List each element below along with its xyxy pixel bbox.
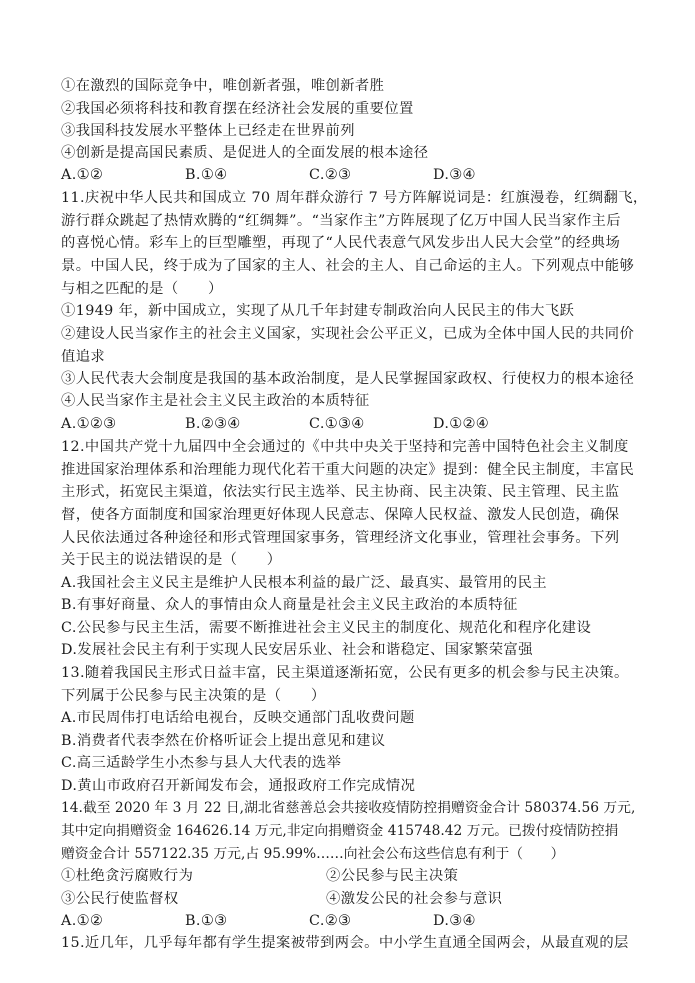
- q13-choice-a[interactable]: A.市民周伟打电话给电视台，反映交通部门乱收费问题: [61, 710, 415, 726]
- q14-statement-2: ②公民参与民主决策: [326, 868, 459, 884]
- q12-stem-line-6: 关于民主的说法错误的是（ ）: [61, 552, 282, 568]
- q11-statement-2: ②建设人民当家作主的社会主义国家，实现社会公平正义，已成为全体中国人民的共同价: [61, 326, 635, 342]
- q14-stem-line-3: 赠资金合计 557122.35 万元,占 95.99%……向社会公布这些信息有利于（ ）: [61, 846, 565, 862]
- q11-choices: [61, 413, 651, 435]
- q11-stem-line-4: 景。中国人民，终于成为了国家的主人、社会的主人、自己命运的主人。下列观点中能够: [61, 258, 635, 274]
- q12-stem-line-3: 主形式，拓宽民主渠道，依法实行民主选举、民主协商、民主决策、民主管理、民主监: [61, 484, 620, 500]
- q14-statement-4: ④激发公民的社会参与意识: [326, 891, 503, 907]
- q10-choices: [61, 164, 651, 186]
- q12-choice-b[interactable]: B.有事好商量、众人的事情由众人商量是社会主义民主政治的本质特征: [61, 597, 518, 613]
- q11-statement-4: ④人民当家作主是社会主义民主政治的本质特征: [61, 393, 370, 409]
- q14-choice-c[interactable]: C.②③: [309, 913, 352, 929]
- q12-choice-d[interactable]: D.发展社会民主有利于实现人民安居乐业、社会和谐稳定、国家繁荣富强: [61, 642, 533, 658]
- q12-choice-a[interactable]: A.我国社会主义民主是维护人民根本利益的最广泛、最真实、最管用的民主: [61, 575, 547, 591]
- q10-choice-d[interactable]: D.③④: [433, 167, 476, 183]
- q10-statement-2: ②我国必须将科技和教育摆在经济社会发展的重要位置: [61, 101, 414, 117]
- q12-stem-line-5: 人民依法通过各种途径和形式管理国家事务，管理经济文化事业，管理社会事务。下列: [61, 530, 620, 546]
- q11-choice-c[interactable]: C.①③④: [309, 416, 365, 432]
- q12-stem-line-4: 督，使各方面制度和国家治理更好体现人民意志、保障人民权益、激发人民创造，确保: [61, 507, 620, 523]
- q11-statement-2-cont: 值追求: [61, 349, 106, 365]
- q10-choice-b[interactable]: B.①④: [185, 167, 228, 183]
- q13-stem-line-1: 13.随着我国民主形式日益丰富，民主渠道逐渐拓宽，公民有更多的机会参与民主决策。: [61, 665, 629, 681]
- q10-statement-3: ③我国科技发展水平整体上已经走在世界前列: [61, 123, 355, 139]
- q10-statement-1: ①在激烈的国际竞争中，唯创新者强，唯创新者胜: [61, 78, 385, 94]
- q12-stem-line-2: 推进国家治理体系和治理能力现代化若干重大问题的决定》提到：健全民主制度，丰富民: [61, 462, 635, 478]
- q13-stem-line-2: 下列属于公民参与民主决策的是（ ）: [61, 688, 326, 704]
- q11-stem-line-1: 11.庆祝中华人民共和国成立 70 周年群众游行 7 号方阵解说词是：红旗漫卷，红绸翻飞，: [61, 190, 648, 206]
- q14-statements-row-2: [61, 888, 651, 910]
- q10-statement-4: ④创新是提高国民素质、是促进人的全面发展的根本途径: [61, 145, 429, 161]
- q14-stem-line-1: 14.截至 2020 年 3 月 22 日,湖北省慈善总会共接收疫情防控捐赠资金合计 580374.56 万元,: [61, 800, 636, 816]
- q13-choice-b[interactable]: B.消费者代表李然在价格听证会上提出意见和建议: [61, 733, 386, 749]
- q14-statement-1: ①杜绝贪污腐败行为: [61, 868, 194, 884]
- q13-choice-c[interactable]: C.高三适龄学生小杰参与县人大代表的选举: [61, 755, 342, 771]
- q11-stem-line-2: 游行群众跳起了热情欢腾的“红绸舞”。“当家作主”方阵展现了亿万中国人民当家作主后: [61, 213, 621, 229]
- q11-choice-b[interactable]: B.②③④: [185, 416, 241, 432]
- q11-choice-d[interactable]: D.①②④: [433, 416, 489, 432]
- q10-choice-a[interactable]: A.①②: [61, 167, 104, 183]
- q11-stem-line-3: 的喜悦心情。彩车上的巨型雕塑，再现了“人民代表意气风发步出人民大会堂”的经典场: [61, 235, 621, 251]
- q14-statements-row-1: [61, 865, 651, 887]
- q12-choice-c[interactable]: C.公民参与民主生活，需要不断推进社会主义民主的制度化、规范化和程序化建设: [61, 620, 592, 636]
- q14-choice-a[interactable]: A.①②: [61, 913, 104, 929]
- q13-choice-d[interactable]: D.黄山市政府召开新闻发布会，通报政府工作完成情况: [61, 778, 416, 794]
- q11-stem-line-5: 与相之匹配的是（ ）: [61, 281, 223, 297]
- q14-statement-3: ③公民行使监督权: [61, 891, 179, 907]
- q11-statement-1: ①1949 年，新中国成立，实现了从几千年封建专制政治向人民民主的伟大飞跃: [61, 303, 575, 319]
- q15-stem-line-1: 15.近几年，几乎每年都有学生提案被带到两会。中小学生直通全国两会，从最直观的层: [61, 935, 629, 951]
- q14-stem-line-2: 其中定向捐赠资金 164626.14 万元,非定向捐赠资金 415748.42 万元。已拨付疫情防控捐: [61, 823, 619, 839]
- q11-statement-3: ③人民代表大会制度是我国的基本政治制度，是人民掌握国家政权、行使权力的根本途径: [61, 371, 635, 387]
- q10-choice-c[interactable]: C.②③: [309, 167, 352, 183]
- q11-choice-a[interactable]: A.①②③: [61, 416, 117, 432]
- q12-stem-line-1: 12.中国共产党十九届四中全会通过的《中共中央关于坚持和完善中国特色社会主义制度: [61, 439, 629, 455]
- q14-choice-b[interactable]: B.①③: [185, 913, 228, 929]
- q14-choices: [61, 910, 651, 932]
- q14-choice-d[interactable]: D.③④: [433, 913, 476, 929]
